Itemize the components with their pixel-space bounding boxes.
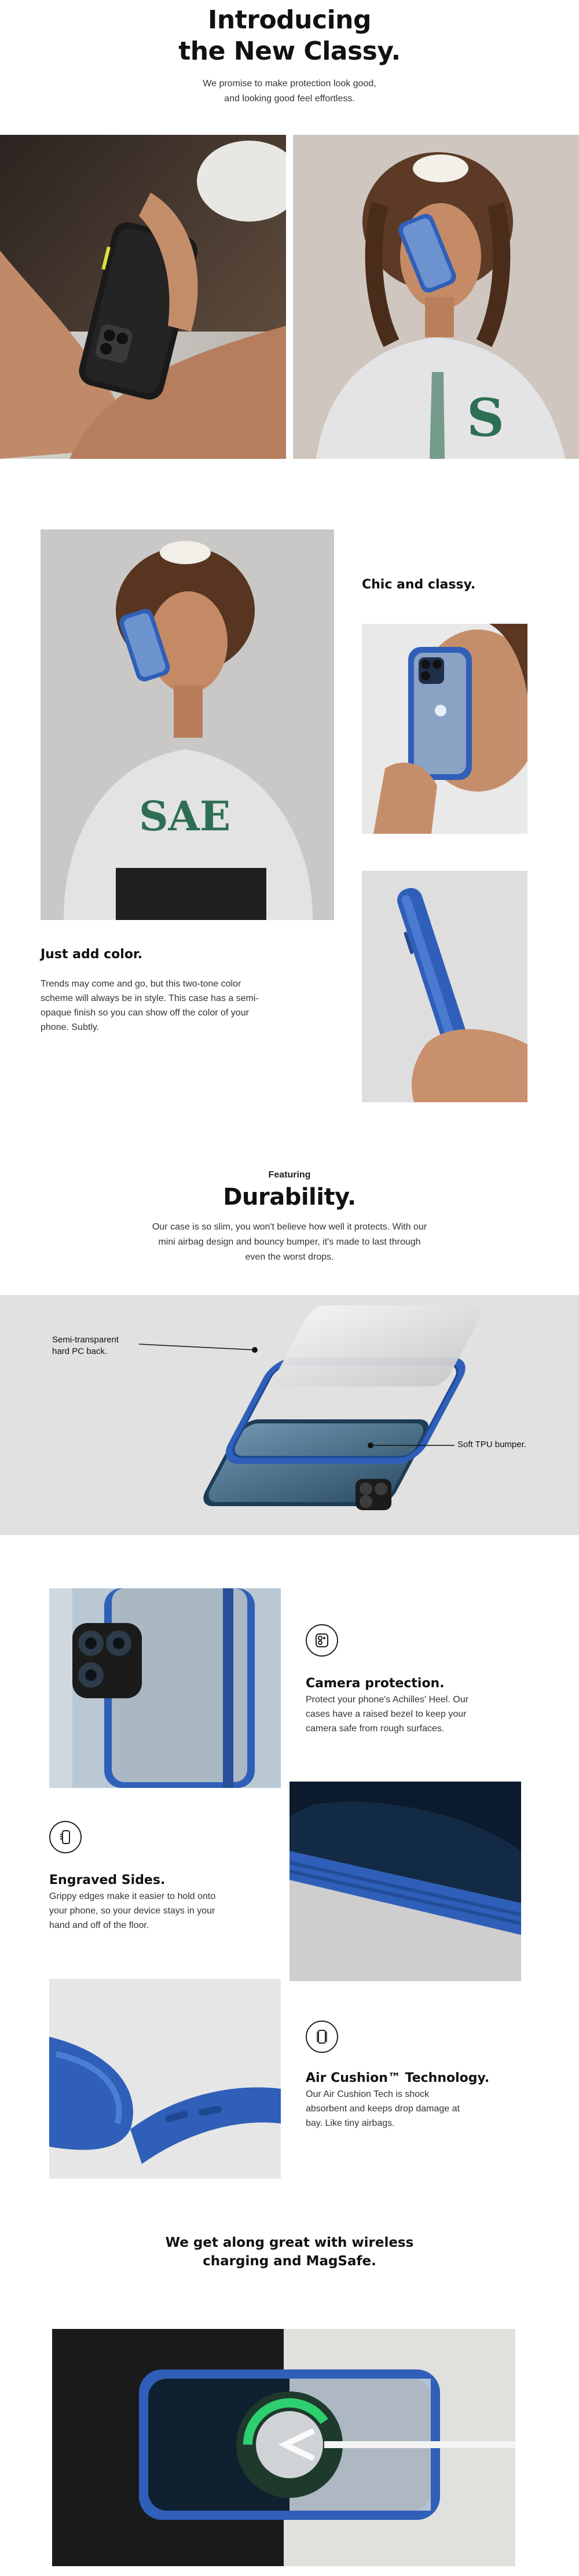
air-text-line1: Our Air Cushion Tech is shock xyxy=(306,2089,430,2099)
color-title: Just add color. xyxy=(41,947,142,962)
camera-closeup-photo xyxy=(49,1588,281,1788)
air-cushion-phone-icon xyxy=(306,2021,338,2053)
callout-tpu-bumper: Soft TPU bumper. xyxy=(457,1440,526,1449)
camera-text-line2: cases have a raised bezel to keep your xyxy=(306,1709,467,1719)
hero-subtitle-line2: and looking good feel effortless. xyxy=(224,94,355,104)
durability-line2: mini airbag design and bouncy bumper, it's made to last through xyxy=(158,1237,421,1247)
model-photo-sweatshirt xyxy=(41,529,334,920)
chic-title: Chic and classy. xyxy=(362,577,476,592)
wireless-line2: charging and MagSafe. xyxy=(203,2254,376,2269)
durability-title: Durability. xyxy=(223,1184,356,1210)
color-desc-line3: opaque finish so you can show off the color of your xyxy=(41,1008,249,1018)
callout-pc-back-line1: Semi-transparent xyxy=(52,1335,119,1345)
sides-text-line2: your phone, so your device stays in your xyxy=(49,1906,215,1916)
hand-phone-side-photo xyxy=(362,871,527,1102)
camera-text-line1: Protect your phone's Achilles' Heel. Our xyxy=(306,1695,468,1705)
durability-header xyxy=(0,1170,579,1265)
svg-text:S: S xyxy=(467,387,504,448)
air-cushion-photo xyxy=(49,1979,281,2178)
air-text-line3: bay. Like tiny airbags. xyxy=(306,2118,395,2128)
engraved-sides-title: Engraved Sides. xyxy=(49,1873,166,1887)
durability-line3: even the worst drops. xyxy=(245,1252,334,1262)
air-text-line2: absorbent and keeps drop damage at xyxy=(306,2104,460,2114)
sides-text-line1: Grippy edges make it easier to hold onto xyxy=(49,1891,216,1901)
hero-section xyxy=(0,5,579,106)
magsafe-photo xyxy=(52,2329,515,2566)
hero-subtitle-line1: We promise to make protection look good, xyxy=(203,79,376,89)
camera-icon xyxy=(306,1624,338,1657)
exploded-view-panel xyxy=(0,1295,579,1535)
wireless-heading xyxy=(0,2233,579,2270)
hero-title-line2: the New Classy. xyxy=(178,36,401,66)
svg-text:SAE: SAE xyxy=(139,792,231,840)
callout-pc-back xyxy=(52,1334,119,1357)
callout-pc-back-line2: hard PC back. xyxy=(52,1346,108,1356)
hero-photo-left xyxy=(0,135,286,459)
air-cushion-text xyxy=(306,2087,537,2130)
camera-protection-text xyxy=(306,1692,537,1736)
color-desc-line2: scheme will always be in style. This case has a semi- xyxy=(41,993,259,1003)
wireless-line1: We get along great with wireless xyxy=(165,2235,414,2250)
durability-line1: Our case is so slim, you won't believe how well it protects. With our xyxy=(152,1222,427,1232)
model-photo-closeup xyxy=(362,624,527,834)
hero-photo-right xyxy=(293,135,579,459)
grip-hand-icon xyxy=(49,1821,82,1853)
camera-text-line3: camera safe from rough surfaces. xyxy=(306,1724,445,1734)
durability-eyebrow: Featuring xyxy=(268,1170,311,1180)
camera-protection-title: Camera protection. xyxy=(306,1676,445,1691)
engraved-sides-photo xyxy=(290,1782,521,1981)
sides-text-line3: hand and off of the floor. xyxy=(49,1920,149,1930)
color-description xyxy=(41,977,318,1035)
hero-title-line1: Introducing xyxy=(208,5,371,35)
air-cushion-title: Air Cushion™ Technology. xyxy=(306,2071,490,2085)
color-desc-line1: Trends may come and go, but this two-tone color xyxy=(41,979,241,989)
engraved-sides-text xyxy=(49,1889,281,1933)
color-desc-line4: phone. Subtly. xyxy=(41,1022,100,1032)
